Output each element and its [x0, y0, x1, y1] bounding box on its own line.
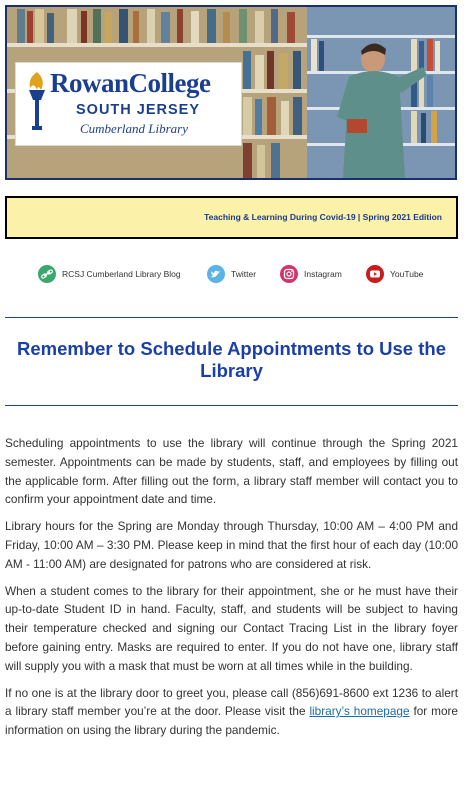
- paragraph-text: for more information on using the library during the pandemic.: [5, 704, 458, 738]
- social-links: [0, 264, 464, 286]
- torch-icon: [24, 70, 50, 132]
- social-label: YouTube: [390, 269, 424, 279]
- paragraph-text: If no one is at the library door to greet you, please call (856)691-8600 ext 1236 to alert a library staff member you’re at the door. Please visit the: [5, 685, 458, 719]
- social-label: Instagram: [304, 269, 342, 279]
- social-link-instagram[interactable]: [280, 264, 342, 284]
- paragraph: [5, 684, 458, 740]
- paragraph: When a student comes to the library for their appointment, she or he must have their up-to-date Student ID in hand. Faculty, staff, and students will be subject to having their temperature checked and signing our Contact Tracing List in the library foyer before gaining entry. Masks are required to enter. If you do not have one, library staff will supply you with a mask that must be worn at all times while in the building.: [5, 583, 458, 673]
- divider: [5, 317, 458, 318]
- link-icon: [38, 265, 56, 283]
- logo-subtitle: SOUTH JERSEY: [76, 102, 200, 118]
- social-link-blog[interactable]: [38, 264, 181, 284]
- youtube-icon: [366, 265, 384, 283]
- library-homepage-link[interactable]: library’s homepage: [309, 704, 410, 719]
- logo-title: RowanCollege: [50, 68, 211, 98]
- edition-text: Teaching & Learning During Covid-19 | Spring 2021 Edition: [204, 212, 442, 222]
- social-link-twitter[interactable]: [207, 264, 256, 284]
- social-label: Twitter: [231, 269, 257, 279]
- article-headline: Remember to Schedule Appointments to Use the Library: [17, 338, 446, 381]
- instagram-icon: [280, 265, 298, 283]
- divider: [5, 405, 458, 406]
- header-banner: [5, 5, 457, 180]
- social-label: RCSJ Cumberland Library Blog: [62, 269, 181, 279]
- paragraph: Library hours for the Spring are Monday through Thursday, 10:00 AM – 4:00 PM and Friday, 10:00 AM – 3:30 PM. Please keep in mind that the first hour of each day (10:00 AM - 11:00 AM) are designated for patrons who are considered at risk.: [5, 519, 458, 571]
- social-link-youtube[interactable]: [366, 264, 423, 284]
- logo-library-name: Cumberland Library: [80, 121, 188, 136]
- article-body: [5, 434, 458, 748]
- college-logo: [15, 62, 242, 146]
- twitter-icon: [207, 265, 225, 283]
- paragraph: Scheduling appointments to use the library will continue through the Spring 2021 semester. Appointments can be made by students, staff, and employees by filling out the applicable form. After filling out the form, a library staff member will contact you to confirm your appointment date and time.: [5, 436, 458, 507]
- edition-bar: [5, 196, 458, 239]
